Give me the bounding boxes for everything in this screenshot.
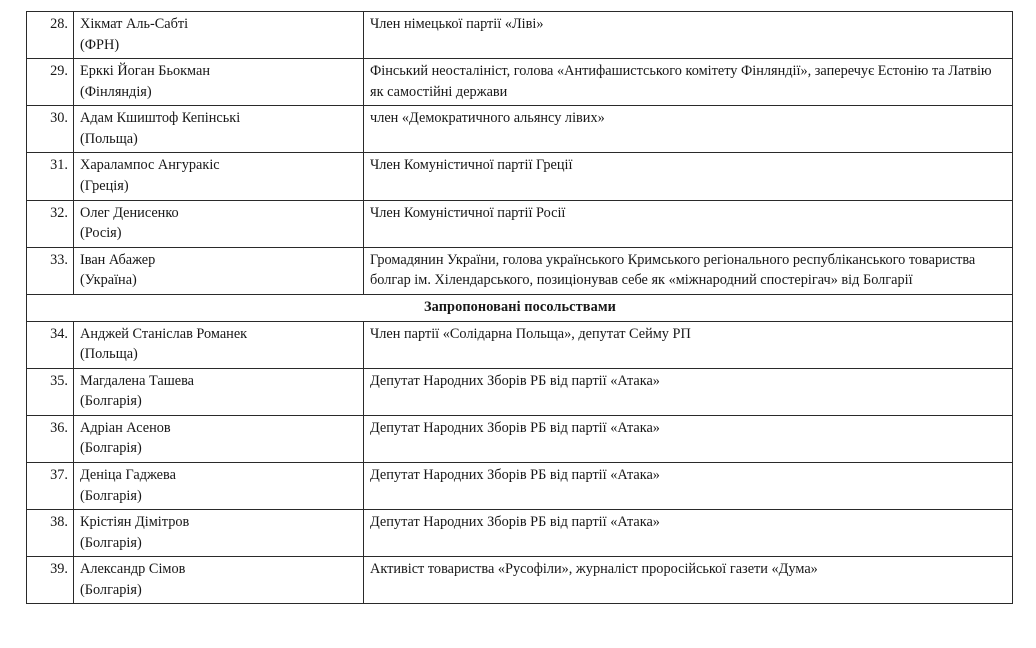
table-row — [27, 247, 1013, 294]
table-row — [27, 106, 1013, 153]
person-country: (Польща) — [80, 346, 138, 363]
table-row — [27, 59, 1013, 106]
row-person — [74, 106, 364, 153]
person-country: (Болгарія) — [80, 393, 142, 410]
row-number: 36. — [27, 415, 74, 462]
person-country: (Болгарія) — [80, 487, 142, 504]
row-person — [74, 557, 364, 604]
row-person — [74, 153, 364, 200]
person-name: Олег Денисенко — [80, 204, 179, 221]
person-name: Адам Кшиштоф Кепінські — [80, 110, 241, 127]
person-country: (Росія) — [80, 225, 122, 242]
table-row — [27, 415, 1013, 462]
section-header-row — [27, 294, 1013, 321]
row-description: Громадянин України, голова українського Кримського регіонального республіканського товариства болгар ім. Хілендарського, позиціонував себе як «міжнародний спостерігач» від Болгарії — [364, 247, 1013, 294]
row-person — [74, 510, 364, 557]
table-row — [27, 321, 1013, 368]
person-country: (Болгарія) — [80, 581, 142, 598]
row-person — [74, 368, 364, 415]
person-name: Хікмат Аль-Сабті — [80, 16, 189, 32]
person-name: Адріан Асенов — [80, 419, 171, 436]
row-person — [74, 59, 364, 106]
row-description: Депутат Народних Зборів РБ від партії «Атака» — [364, 510, 1013, 557]
person-country: (Болгарія) — [80, 534, 142, 551]
table-body — [27, 12, 1013, 604]
person-name: Анджей Станіслав Романек — [80, 325, 248, 342]
row-person — [74, 462, 364, 509]
row-person — [74, 321, 364, 368]
row-number: 35. — [27, 368, 74, 415]
row-description: Депутат Народних Зборів РБ від партії «Атака» — [364, 368, 1013, 415]
row-description: член «Демократичного альянсу лівих» — [364, 106, 1013, 153]
person-country: (Польща) — [80, 130, 138, 147]
person-name: Деніца Гаджева — [80, 466, 176, 483]
row-number: 28. — [27, 12, 74, 59]
person-country: (Україна) — [80, 272, 137, 289]
table-row — [27, 368, 1013, 415]
section-header: Запропоновані посольствами — [27, 294, 1013, 321]
person-country: (Греція) — [80, 178, 129, 195]
person-country: (Фінляндія) — [80, 83, 152, 100]
table-row — [27, 462, 1013, 509]
person-name: Александр Сімов — [80, 561, 186, 578]
row-number: 34. — [27, 321, 74, 368]
row-number: 31. — [27, 153, 74, 200]
table-row — [27, 12, 1013, 59]
table-row — [27, 557, 1013, 604]
row-person — [74, 415, 364, 462]
row-description: Член Комуністичної партії Греції — [364, 153, 1013, 200]
person-name: Іван Абажер — [80, 251, 156, 268]
row-number: 29. — [27, 59, 74, 106]
row-description: Член Комуністичної партії Росії — [364, 200, 1013, 247]
row-description: Депутат Народних Зборів РБ від партії «Атака» — [364, 462, 1013, 509]
row-number: 30. — [27, 106, 74, 153]
table-row — [27, 510, 1013, 557]
observers-table — [26, 11, 1013, 604]
row-number: 37. — [27, 462, 74, 509]
person-name: Харалампос Ангуракіс — [80, 157, 220, 174]
person-name: Крістіян Дімітров — [80, 514, 190, 531]
table-row — [27, 153, 1013, 200]
row-person — [74, 247, 364, 294]
row-description: Член партії «Солідарна Польща», депутат Сейму РП — [364, 321, 1013, 368]
person-country: (ФРН) — [80, 36, 120, 53]
row-number: 32. — [27, 200, 74, 247]
row-person — [74, 200, 364, 247]
row-number: 33. — [27, 247, 74, 294]
person-country: (Болгарія) — [80, 440, 142, 457]
row-number: 38. — [27, 510, 74, 557]
row-number: 39. — [27, 557, 74, 604]
table-row — [27, 200, 1013, 247]
person-name: Магдалена Ташева — [80, 372, 194, 389]
row-description: Член німецької партії «Ліві» — [364, 12, 1013, 59]
row-person — [74, 12, 364, 59]
row-description: Депутат Народних Зборів РБ від партії «Атака» — [364, 415, 1013, 462]
person-name: Ерккі Йоган Бьокман — [80, 63, 210, 80]
row-description: Активіст товариства «Русофіли», журналіст проросійської газети «Дума» — [364, 557, 1013, 604]
row-description: Фінський неосталініст, голова «Антифашистського комітету Фінляндії», заперечує Естонію та Латвію як самостійні держави — [364, 59, 1013, 106]
